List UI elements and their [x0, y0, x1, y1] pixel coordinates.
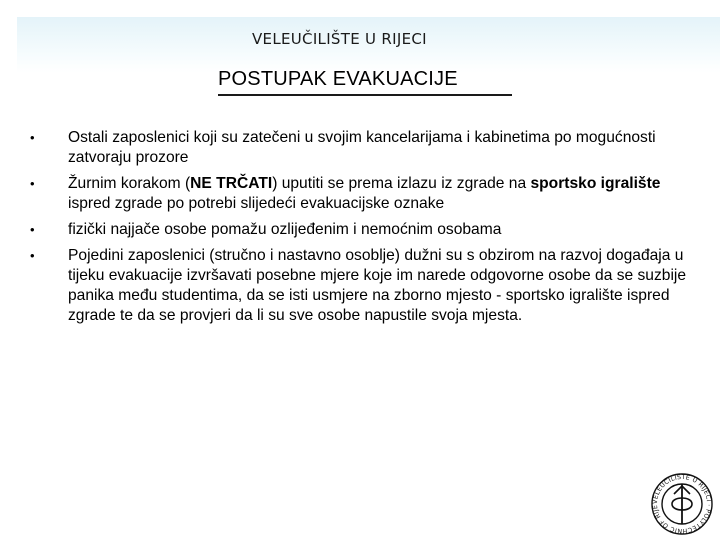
institution-name: VELEUČILIŠTE U RIJECI [252, 30, 427, 48]
title-underline [218, 94, 512, 96]
bullet-marker: • [30, 176, 35, 191]
bullet-text: Pojedini zaposlenici (stručno i nastavno osoblje) dužni su s obzirom na razvoj događaja u tijeku evakuacije izvršavati posebne mjere koje im narede odgovorne osobe da se suzbije panika među studentima, da se isti usmjere na zborno mjesto - sportsko igralište ispred zgrade te da se provjeri da li su sve osobe napustile svoja mjesta. [68, 247, 687, 324]
list-item [30, 174, 690, 214]
bullet-text: Ostali zaposlenici koji su zatečeni u svojim kancelarijama i kabinetima po mogućnosti zatvoraju prozore [68, 129, 656, 166]
list-item [30, 128, 690, 168]
list-item [30, 220, 690, 240]
bullet-marker: • [30, 130, 35, 145]
bullet-emphasis: NE TRČATI [190, 175, 273, 192]
list-item [30, 246, 690, 326]
bullet-marker: • [30, 222, 35, 237]
bullet-marker: • [30, 248, 35, 263]
institution-seal-icon [648, 472, 716, 536]
bullet-text-part: ) uputiti se prema izlazu iz zgrade na [272, 175, 531, 192]
bullet-text: fizički najjače osobe pomažu ozlijeđenim i nemoćnim osobama [68, 221, 502, 238]
bullet-list [30, 128, 690, 332]
bullet-text-part: ispred zgrade po potrebi slijedeći evakuacijske oznake [68, 195, 445, 212]
seal-ring-text: VELEUČILIŠTE U RIJECI · POLYTECHNIC OF RIJE [651, 473, 713, 535]
bullet-text-part: Žurnim korakom ( [68, 175, 191, 192]
bullet-emphasis: sportsko igralište [530, 175, 661, 192]
page-title: POSTUPAK EVAKUACIJE [218, 68, 458, 90]
